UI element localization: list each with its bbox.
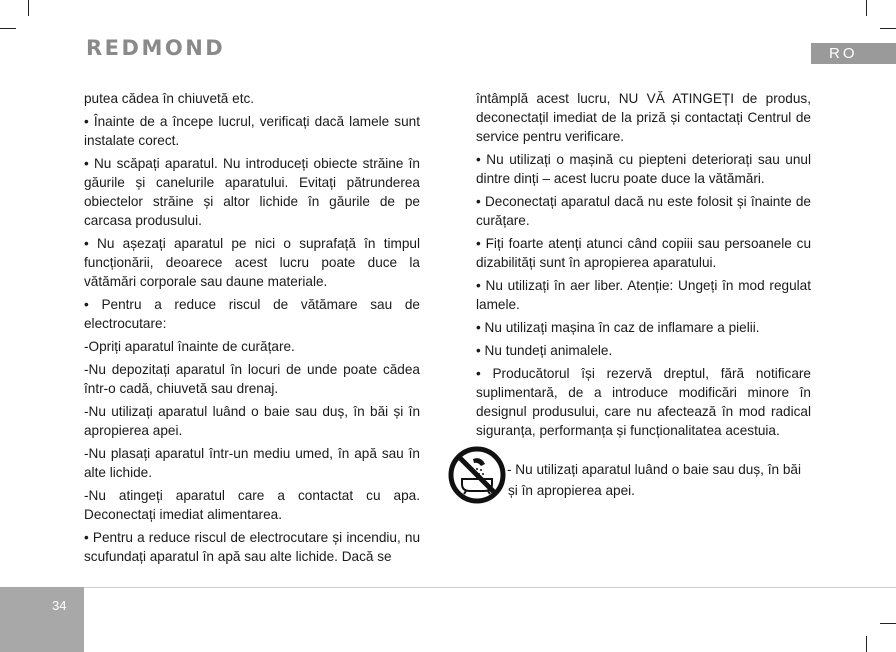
brand-logo: REDMOND [86, 36, 226, 60]
crop-mark [866, 636, 867, 652]
page-number: 34 [52, 598, 67, 613]
paragraph: întâmplă acest lucru, NU VĂ ATINGEȚI de produs, deconectațil imediat de la priză și contactați Centrul de service pentru verificare. [476, 91, 811, 144]
crop-mark [0, 28, 16, 29]
crop-mark [28, 0, 29, 16]
paragraph: -Nu utilizați aparatul luând o baie sau duș, în băi și în apropierea apei. [84, 404, 420, 438]
paragraph: • Fiți foarte atenți atunci când copiii sau persoanele cu dizabilități sunt în apropierea aparatului. [476, 236, 811, 270]
paragraph: • Nu tundeți animalele. [476, 343, 613, 358]
right-column [476, 89, 811, 444]
language-tab: RO [811, 43, 896, 64]
crop-mark [866, 0, 867, 16]
no-bath-shower-icon [448, 446, 506, 504]
paragraph: -Opriți aparatul înainte de curățare. [84, 339, 295, 354]
paragraph: • Nu scăpați aparatul. Nu introduceți obiecte străine în găurile și canelurile aparatului. Evitați pătrunderea obiectelor străine și altor lichide în găurile de pe carcasa produsului. [84, 156, 420, 228]
paragraph: • Producătorul își rezervă dreptul, fără notificare suplimentară, de a introduce modificări minore în designul produsului, care nu afectează în mod radical siguranța, performanța și funcționalitatea acestuia. [476, 366, 811, 438]
left-column [84, 89, 420, 570]
paragraph: • Deconectați aparatul dacă nu este folosit și înainte de curățare. [476, 194, 811, 228]
page-number-box [0, 587, 84, 652]
warning-line: - Nu utilizați aparatul luând o baie sau duș, în băi [507, 462, 801, 477]
paragraph: • Nu utilizați o mașină cu piepteni deteriorați sau unul dintre dinți – acest lucru poate duce la vătămări. [476, 152, 811, 186]
crop-mark [880, 623, 896, 624]
warning-line: și în apropierea apei. [508, 483, 635, 498]
paragraph: • Nu utilizați mașina în caz de inflamare a pielii. [476, 320, 760, 335]
footer-divider [84, 587, 896, 588]
paragraph: -Nu atingeți aparatul care a contactat cu apa. Deconectați imediat alimentarea. [84, 488, 420, 522]
paragraph: • Înainte de a începe lucrul, verificați dacă lamele sunt instalate corect. [84, 114, 420, 148]
crop-mark [880, 28, 896, 29]
warning-text [507, 459, 807, 501]
paragraph: • Nu așezați aparatul pe nici o suprafață în timpul funcționării, deoarece acest lucru poate duce la vătămări corporale sau daune materiale. [84, 236, 420, 289]
paragraph: • Pentru a reduce riscul de vătămare sau de electrocutare: [84, 297, 420, 331]
paragraph: -Nu plasați aparatul într-un mediu umed, în apă sau în alte lichide. [84, 446, 420, 480]
paragraph: putea cădea în chiuvetă etc. [84, 91, 255, 106]
paragraph: • Nu utilizați în aer liber. Atenție: Ungeți în mod regulat lamele. [476, 278, 811, 312]
paragraph: -Nu depozitați aparatul în locuri de unde poate cădea într-o cadă, chiuvetă sau drenaj. [84, 362, 420, 396]
paragraph: • Pentru a reduce riscul de electrocutare și incendiu, nu scufundați aparatul în apă sau alte lichide. Dacă se [84, 530, 420, 564]
